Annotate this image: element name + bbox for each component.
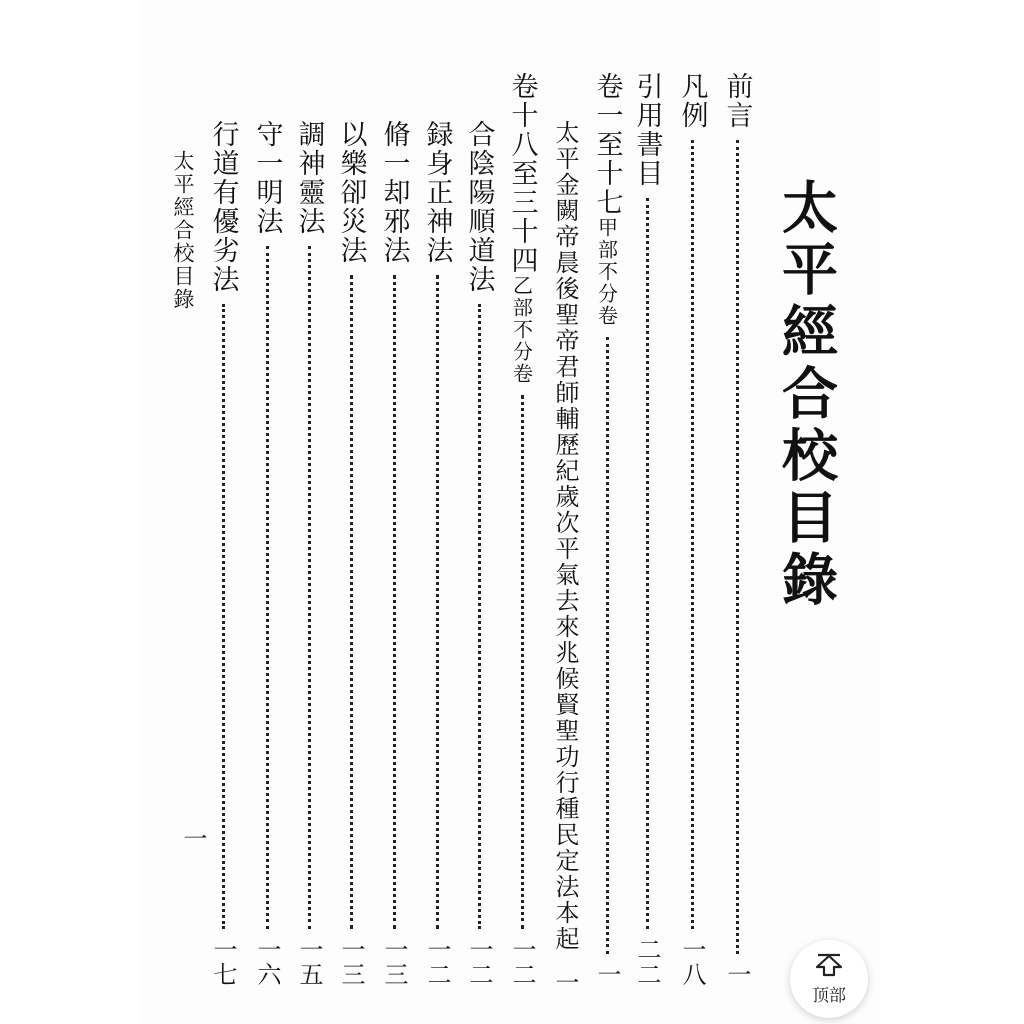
toc-page-number: 一八: [678, 937, 706, 987]
toc-page-number: 一三: [380, 937, 408, 987]
toc-entry-main: 卷一至十七: [591, 72, 623, 217]
toc-entry-note: 乙部不分卷: [509, 275, 534, 385]
toc-entry[interactable]: [548, 120, 582, 995]
dot-leader: [436, 275, 439, 929]
running-title: 太平經合校目錄: [171, 150, 195, 311]
back-to-top-button[interactable]: [790, 940, 868, 1018]
toc-entry[interactable]: [675, 72, 709, 987]
dot-leader: [222, 304, 225, 929]
toc-entry[interactable]: [420, 120, 454, 987]
toc-entry-label: 調神靈法: [293, 120, 325, 236]
toc-entry-label: [506, 72, 538, 385]
toc-entry-label: 録身正神法: [421, 120, 453, 265]
toc-entry-label: 凡例: [676, 72, 708, 130]
toc-entry-note: 甲部不分卷: [594, 217, 619, 327]
dot-leader: [350, 275, 353, 929]
dot-leader: [393, 275, 396, 929]
toc-entry[interactable]: [206, 120, 240, 987]
toc-entry[interactable]: [505, 72, 539, 987]
dot-leader: [646, 198, 649, 929]
toc-entry[interactable]: [292, 120, 326, 987]
toc-entry[interactable]: [630, 72, 664, 987]
toc-entry-label: 合陰陽順道法: [463, 120, 495, 294]
toc-entry-label: 引用書目: [631, 72, 663, 188]
toc-page-number: 一五: [295, 937, 323, 987]
toc-entry-label: 以樂卻災法: [335, 120, 367, 265]
toc-entry[interactable]: [377, 120, 411, 987]
toc-entry-label: 前言: [721, 72, 753, 130]
dot-leader: [478, 304, 481, 929]
toc-entry-label: [591, 72, 623, 327]
toc-page-number: 一六: [253, 937, 281, 987]
toc-entry[interactable]: [334, 120, 368, 987]
dot-leader: [308, 246, 311, 929]
toc-entry-main: 卷十八至三十四: [506, 72, 538, 275]
toc-entry-label: 守一明法: [251, 120, 283, 236]
toc-page-number: 一二: [423, 937, 451, 987]
arrow-up-home-icon: [814, 953, 844, 979]
dot-leader: [691, 140, 694, 929]
toc-page-number: 一七: [209, 937, 237, 987]
toc-entry-label: 脩一却邪法: [378, 120, 410, 265]
toc-entry[interactable]: [590, 72, 624, 987]
toc-page-number: 一二: [508, 937, 536, 987]
dot-leader: [736, 140, 739, 954]
back-to-top-label: 顶部: [812, 985, 846, 1006]
toc-page-number: 一: [723, 962, 751, 987]
page-title: 太平經合校目錄: [773, 178, 839, 612]
dot-leader: [521, 395, 524, 929]
toc-entry[interactable]: [250, 120, 284, 987]
toc-entry[interactable]: [462, 120, 496, 987]
dot-leader: [266, 246, 269, 929]
dot-leader: [606, 337, 609, 954]
toc-page-number: 一三: [337, 937, 365, 987]
toc-page-number: 一二: [465, 937, 493, 987]
toc-page-number: 一: [593, 962, 621, 987]
toc-page-number: 一: [551, 970, 579, 995]
toc-entry-label: 太平金闕帝晨後聖帝君師輔歷紀歲次平氣去來兆候賢聖功行種民定法本起: [551, 120, 579, 952]
toc-page-number: 二二: [633, 937, 661, 987]
toc-entry[interactable]: [720, 72, 754, 987]
toc-entry-label: 行道有優劣法: [207, 120, 239, 294]
page-folio: 一: [179, 826, 207, 850]
